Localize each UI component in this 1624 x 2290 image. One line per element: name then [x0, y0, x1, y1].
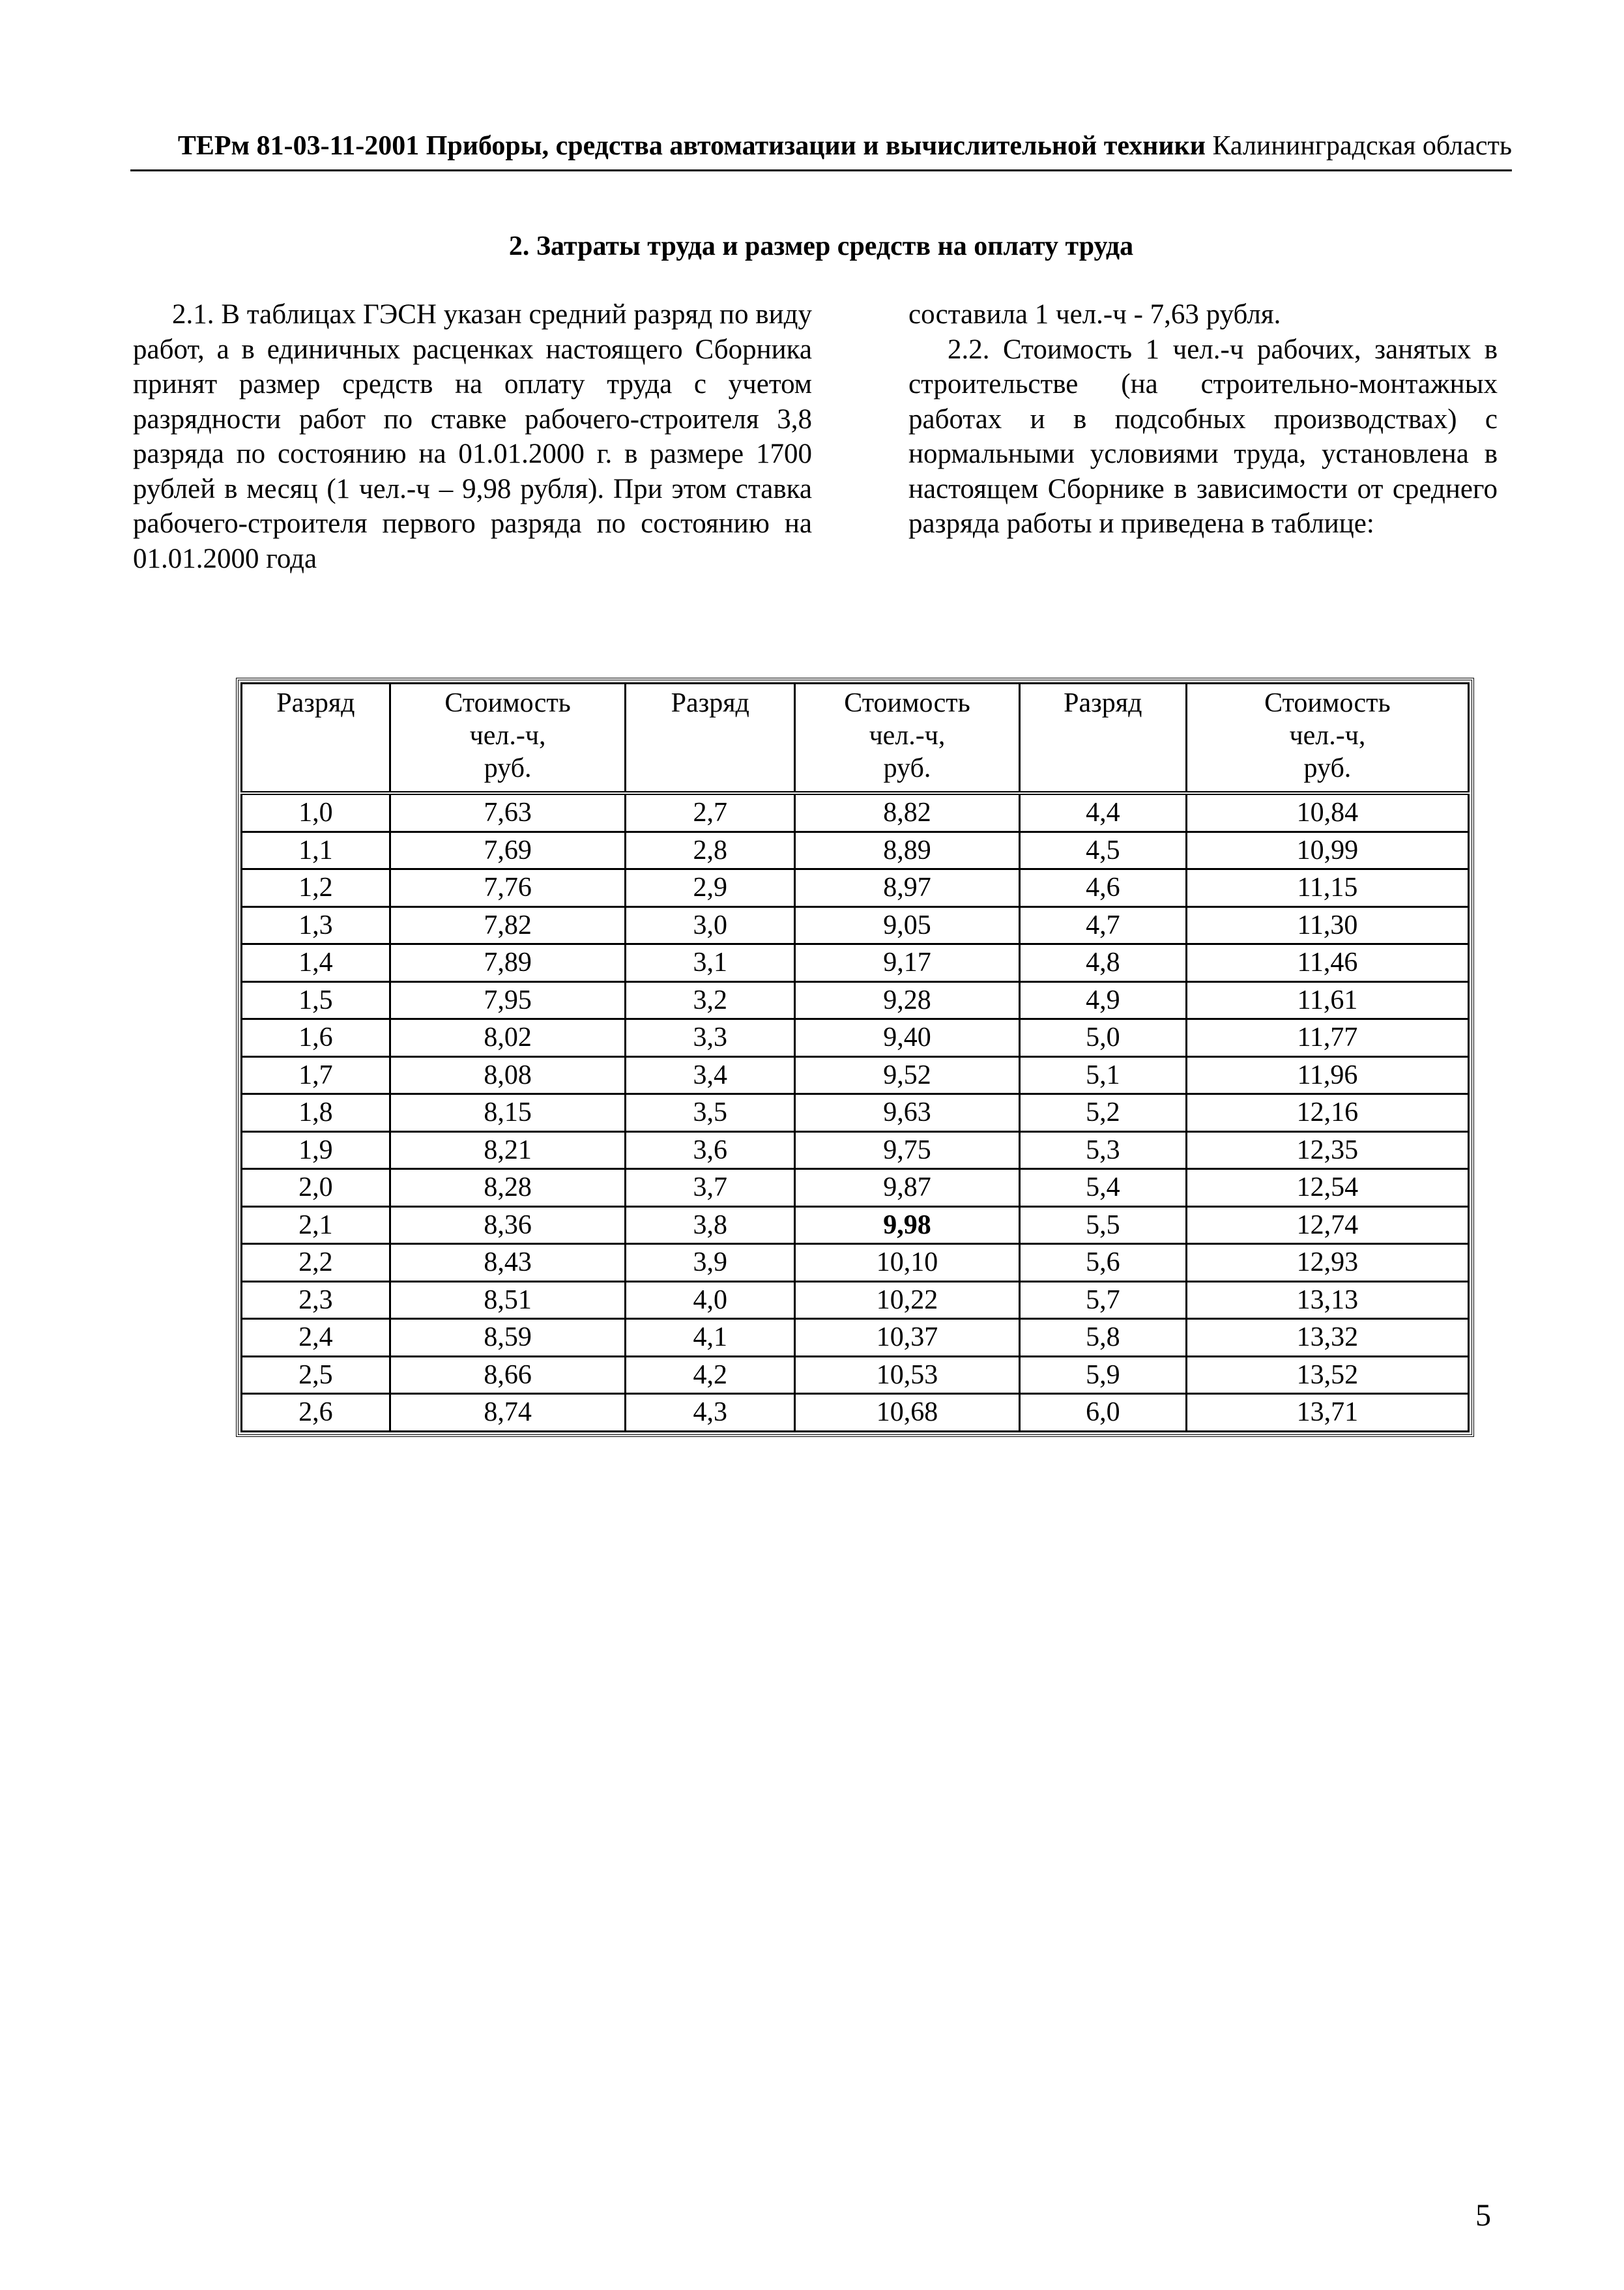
- grade-cell: 3,6: [626, 1131, 795, 1169]
- section-title: 2. Затраты труда и размер средств на оплату труда: [508, 231, 1134, 261]
- cost-cell: 7,95: [390, 981, 626, 1019]
- paragraph-2-1: 2.1. В таблицах ГЭСН указан средний разряд по виду работ, а в единичных расценках настоящего Сборника принят размер средств на оплату труда с учетом разрядности работ по ставке рабочего-строителя 3,8 разряда по состоянию на 01.01.2000 г. в размере 1700 рублей в месяц (1 чел.-ч – 9,98 рубля). При этом ставка рабочего-строителя первого разряда по состоянию на 01.01.2000 года: [133, 299, 812, 574]
- table-row: [242, 981, 1469, 1019]
- grade-cell: 4,1: [626, 1319, 795, 1357]
- grade-cell: 4,9: [1019, 981, 1186, 1019]
- cost-cell: 8,21: [390, 1131, 626, 1169]
- grade-cell: 5,1: [1019, 1056, 1186, 1094]
- grade-cell: 3,0: [626, 906, 795, 944]
- header-cost: Стоимость чел.-ч, руб.: [390, 684, 626, 794]
- table-row: [242, 1394, 1469, 1432]
- grade-cell: 3,5: [626, 1094, 795, 1132]
- paragraph-2-1-continued: составила 1 чел.-ч - 7,63 рубля.: [908, 299, 1281, 330]
- grade-cell: 2,5: [242, 1356, 390, 1394]
- cost-cell: 9,05: [795, 906, 1020, 944]
- cost-cell: 9,17: [795, 944, 1020, 982]
- cost-cell: 13,13: [1186, 1281, 1468, 1319]
- grade-cell: 3,8: [626, 1206, 795, 1244]
- grade-cell: 5,2: [1019, 1094, 1186, 1132]
- grade-cell: 3,3: [626, 1019, 795, 1057]
- cost-cell: 9,63: [795, 1094, 1020, 1132]
- page-number: 5: [1475, 2198, 1491, 2233]
- cost-cell: 12,93: [1186, 1244, 1468, 1282]
- paragraph-2-2: 2.2. Стоимость 1 чел.-ч рабочих, занятых в строительстве (на строительно-монтажных работах и в подсобных производствах) с нормальными условиями труда, установлена в настоящем Сборнике в зависимости от среднего разряда работы и приведена в таблице:: [908, 334, 1498, 539]
- table-row: [242, 1094, 1469, 1132]
- cost-cell: 12,54: [1186, 1169, 1468, 1207]
- cost-cell: 10,68: [795, 1394, 1020, 1432]
- cost-cell: 8,51: [390, 1281, 626, 1319]
- text-column-right: [908, 297, 1498, 542]
- header-cost: Стоимость чел.-ч, руб.: [795, 684, 1020, 794]
- grade-cell: 2,4: [242, 1319, 390, 1357]
- header-region: Калининградская область: [1212, 131, 1512, 161]
- cost-cell: 7,63: [390, 793, 626, 832]
- header-document-title: ТЕРм 81-03-11-2001 Приборы, средства автоматизации и вычислительной техники: [177, 131, 1206, 161]
- table-row: [242, 1356, 1469, 1394]
- grade-cell: 4,7: [1019, 906, 1186, 944]
- cost-cell: 11,30: [1186, 906, 1468, 944]
- grade-cell: 1,3: [242, 906, 390, 944]
- grade-cell: 4,2: [626, 1356, 795, 1394]
- rate-table-body: [242, 793, 1469, 1431]
- table-row: [242, 1056, 1469, 1094]
- cost-cell: 11,96: [1186, 1056, 1468, 1094]
- cost-cell: 12,74: [1186, 1206, 1468, 1244]
- grade-cell: 5,4: [1019, 1169, 1186, 1207]
- cost-cell: 11,46: [1186, 944, 1468, 982]
- grade-cell: 4,6: [1019, 869, 1186, 907]
- cost-cell: 9,40: [795, 1019, 1020, 1057]
- cost-cell: 11,77: [1186, 1019, 1468, 1057]
- table-row: [242, 1206, 1469, 1244]
- grade-cell: 5,5: [1019, 1206, 1186, 1244]
- header-cost: Стоимость чел.-ч, руб.: [1186, 684, 1468, 794]
- cost-cell: 12,16: [1186, 1094, 1468, 1132]
- cost-cell: 8,08: [390, 1056, 626, 1094]
- cost-cell: 10,22: [795, 1281, 1020, 1319]
- header-grade: Разряд: [1019, 684, 1186, 794]
- grade-cell: 6,0: [1019, 1394, 1186, 1432]
- table-row: [242, 1244, 1469, 1282]
- grade-cell: 2,9: [626, 869, 795, 907]
- cost-cell: 11,15: [1186, 869, 1468, 907]
- cost-cell: 7,69: [390, 832, 626, 869]
- grade-cell: 5,7: [1019, 1281, 1186, 1319]
- cost-cell: 13,71: [1186, 1394, 1468, 1432]
- table-header-row: [242, 684, 1469, 794]
- cost-cell: 8,89: [795, 832, 1020, 869]
- cost-cell: 8,82: [795, 793, 1020, 832]
- header-grade: Разряд: [626, 684, 795, 794]
- rate-table-frame: [236, 678, 1474, 1437]
- grade-cell: 1,9: [242, 1131, 390, 1169]
- cost-cell: 8,28: [390, 1169, 626, 1207]
- table-row: [242, 1169, 1469, 1207]
- table-row: [242, 944, 1469, 982]
- table-row: [242, 1319, 1469, 1357]
- grade-cell: 4,5: [1019, 832, 1186, 869]
- grade-cell: 3,7: [626, 1169, 795, 1207]
- grade-cell: 1,4: [242, 944, 390, 982]
- grade-cell: 1,1: [242, 832, 390, 869]
- cost-cell: 8,15: [390, 1094, 626, 1132]
- grade-cell: 1,6: [242, 1019, 390, 1057]
- table-row: [242, 1281, 1469, 1319]
- cost-cell: 10,37: [795, 1319, 1020, 1357]
- cost-cell: 8,36: [390, 1206, 626, 1244]
- grade-cell: 1,0: [242, 793, 390, 832]
- grade-cell: 4,3: [626, 1394, 795, 1432]
- cost-cell: 8,02: [390, 1019, 626, 1057]
- grade-cell: 3,9: [626, 1244, 795, 1282]
- grade-cell: 2,6: [242, 1394, 390, 1432]
- cost-cell: 7,89: [390, 944, 626, 982]
- grade-cell: 2,8: [626, 832, 795, 869]
- cost-cell: 10,99: [1186, 832, 1468, 869]
- grade-cell: 2,1: [242, 1206, 390, 1244]
- cost-cell: 9,52: [795, 1056, 1020, 1094]
- table-row: [242, 1131, 1469, 1169]
- cost-cell: 12,35: [1186, 1131, 1468, 1169]
- cost-cell: 10,53: [795, 1356, 1020, 1394]
- grade-cell: 1,5: [242, 981, 390, 1019]
- header-grade: Разряд: [242, 684, 390, 794]
- grade-cell: 3,2: [626, 981, 795, 1019]
- text-column-left: [133, 297, 812, 576]
- cost-cell: 9,28: [795, 981, 1020, 1019]
- grade-cell: 5,8: [1019, 1319, 1186, 1357]
- grade-cell: 3,4: [626, 1056, 795, 1094]
- cost-cell: 7,76: [390, 869, 626, 907]
- table-row: [242, 906, 1469, 944]
- table-row: [242, 832, 1469, 869]
- table-row: [242, 1019, 1469, 1057]
- grade-cell: 1,7: [242, 1056, 390, 1094]
- cost-cell: 7,82: [390, 906, 626, 944]
- cost-cell: 8,74: [390, 1394, 626, 1432]
- table-row: [242, 793, 1469, 832]
- page-header: [130, 129, 1512, 171]
- grade-cell: 5,6: [1019, 1244, 1186, 1282]
- grade-cell: 4,8: [1019, 944, 1186, 982]
- grade-cell: 2,7: [626, 793, 795, 832]
- cost-cell: 9,98: [795, 1206, 1020, 1244]
- grade-cell: 2,0: [242, 1169, 390, 1207]
- cost-cell: 10,10: [795, 1244, 1020, 1282]
- cost-cell: 8,97: [795, 869, 1020, 907]
- cost-cell: 13,52: [1186, 1356, 1468, 1394]
- grade-cell: 3,1: [626, 944, 795, 982]
- cost-cell: 8,66: [390, 1356, 626, 1394]
- grade-cell: 1,8: [242, 1094, 390, 1132]
- cost-cell: 8,59: [390, 1319, 626, 1357]
- cost-cell: 9,87: [795, 1169, 1020, 1207]
- table-row: [242, 869, 1469, 907]
- cost-cell: 11,61: [1186, 981, 1468, 1019]
- grade-cell: 5,9: [1019, 1356, 1186, 1394]
- cost-cell: 9,75: [795, 1131, 1020, 1169]
- grade-cell: 2,2: [242, 1244, 390, 1282]
- grade-cell: 5,3: [1019, 1131, 1186, 1169]
- grade-cell: 4,4: [1019, 793, 1186, 832]
- cost-cell: 13,32: [1186, 1319, 1468, 1357]
- cost-cell: 8,43: [390, 1244, 626, 1282]
- grade-cell: 4,0: [626, 1281, 795, 1319]
- cost-cell: 10,84: [1186, 793, 1468, 832]
- grade-cell: 2,3: [242, 1281, 390, 1319]
- rate-table: [240, 682, 1470, 1432]
- grade-cell: 5,0: [1019, 1019, 1186, 1057]
- grade-cell: 1,2: [242, 869, 390, 907]
